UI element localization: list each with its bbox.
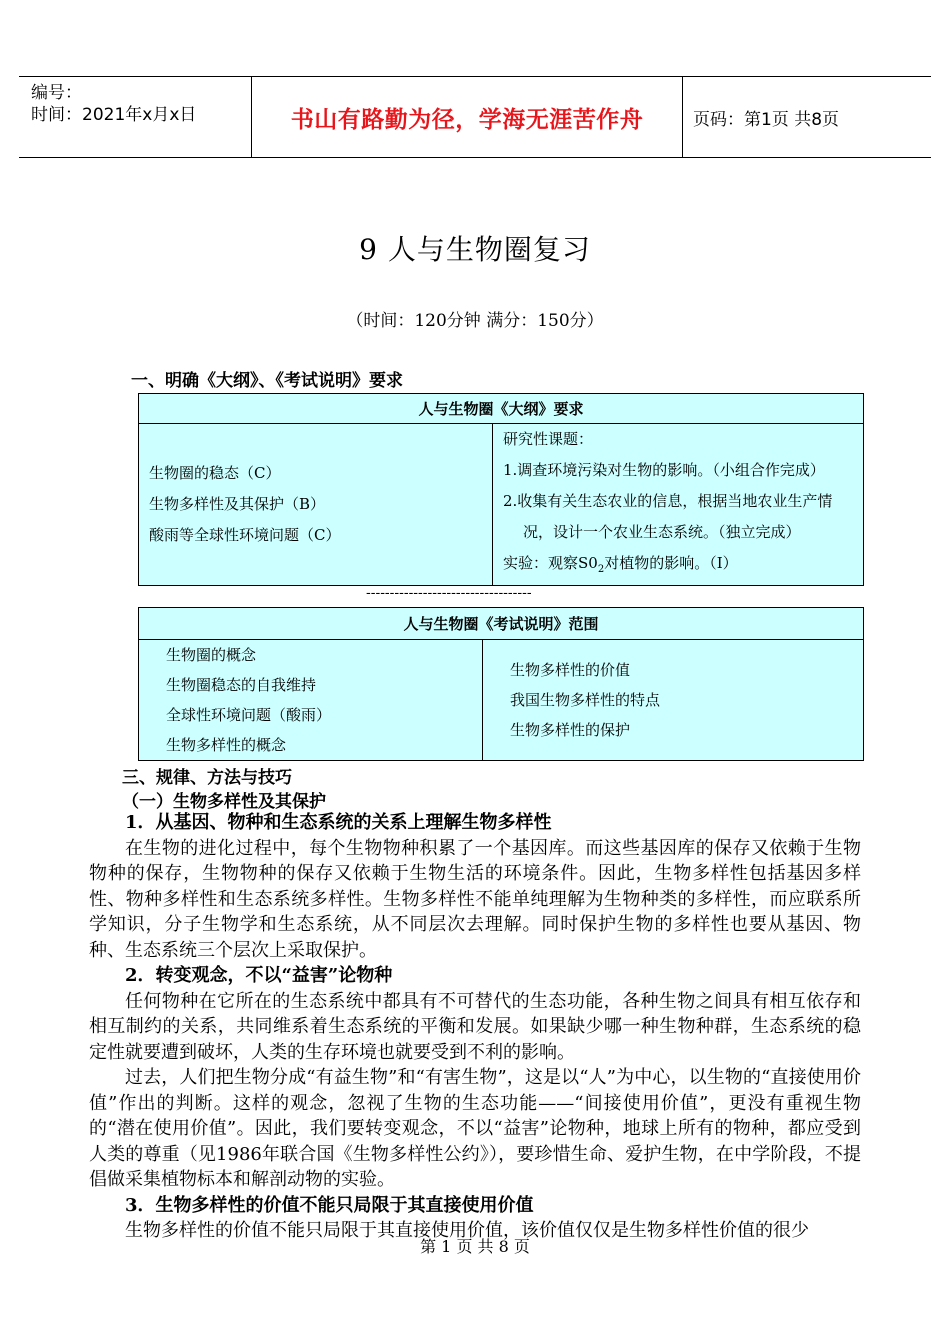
page-title: 9 人与生物圈复习 xyxy=(359,233,591,266)
divider-dashes: ----------------------------------- xyxy=(366,585,532,601)
page-footer: 第 1 页 共 8 页 xyxy=(420,1237,530,1256)
exam-scope-right-cell xyxy=(483,640,864,761)
exam-scope-left-cell xyxy=(139,640,483,761)
list-item: 生物圈的稳态（C） xyxy=(149,464,281,482)
list-item: 研究性课题： xyxy=(503,430,594,448)
list-item: 生物多样性及其保护（B） xyxy=(149,495,326,513)
paragraph: 过去，人们把生物分成“有益生物”和“有害生物”，这是以“人”为中心，以生物的“直接使用价值”作出的判断。这样的观念，忽视了生物的生态功能——“间接使用价值”，更没有重视生物的“潜在使用价值”。因此，我们要转变观念，不以“益害”论物种，地球上所有的物种，都应受到人类的尊重（见1986年联合国《生物多样性公约》），要珍惜生命、爱护生物，在中学阶段，不提倡做采集植物标本和解剖动物的实验。 xyxy=(89,1067,861,1190)
list-item: 生物圈的概念 xyxy=(166,646,257,664)
paragraph: 任何物种在它所在的生态系统中都具有不可替代的生态功能，各种生物之间具有相互依存和相互制约的关系，共同维系着生态系统的平衡和发展。如果缺少哪一种生物种群，生态系统的稳定性就要遭到破坏，人类的生存环境也就要受到不利的影响。 xyxy=(89,990,861,1063)
syllabus-table xyxy=(138,393,864,586)
list-item: 实验：观察$S0_2$对植物的影响。（I） xyxy=(503,554,738,575)
point-heading-3: 3．生物多样性的价值不能只局限于其直接使用价值 xyxy=(125,1194,534,1216)
section-heading-1: 一、明确《大纲》、《考试说明》要求 xyxy=(131,371,403,391)
list-item: 1.调查环境污染对生物的影响。（小组合作完成） xyxy=(503,461,825,479)
list-item: 生物多样性的保护 xyxy=(510,721,631,739)
page-header xyxy=(19,76,931,158)
point-heading-1: 1．从基因、物种和生态系统的关系上理解生物多样性 xyxy=(125,812,552,833)
header-motto-cell xyxy=(252,77,683,157)
list-item: 2.收集有关生态农业的信息，根据当地农业生产情 xyxy=(503,492,833,510)
header-info xyxy=(19,77,252,157)
list-item: 酸雨等全球性环境问题（C） xyxy=(149,526,341,544)
syllabus-right-cell xyxy=(493,424,864,586)
motto: 书山有路勤为径，学海无涯苦作舟 xyxy=(290,106,644,133)
paragraph: 生物多样性的价值不能只局限于其直接使用价值，该价值仅仅是生物多样性价值的很少 xyxy=(125,1220,809,1241)
list-item: 生物圈稳态的自我维持 xyxy=(166,676,317,694)
syllabus-left-cell xyxy=(139,424,493,586)
page-label: 页码：第1页 共8页 xyxy=(693,109,840,130)
subtitle: （时间：120分钟 满分：150分） xyxy=(346,311,604,331)
section-heading-3: 三、规律、方法与技巧 xyxy=(122,768,292,788)
number-label: 编号： xyxy=(31,83,82,103)
list-item: 况，设计一个农业生态系统。（独立完成） xyxy=(523,523,801,541)
list-item: 全球性环境问题（酸雨） xyxy=(166,706,332,724)
list-item: 生物多样性的价值 xyxy=(510,661,631,679)
list-item: 生物多样性的概念 xyxy=(166,736,287,754)
point-heading-2: 2．转变观念，不以“益害”论物种 xyxy=(125,965,393,986)
header-page xyxy=(683,77,931,157)
exam-scope-table xyxy=(138,607,864,761)
paragraph: 在生物的进化过程中，每个生物物种积累了一个基因库。而这些基因库的保存又依赖于生物物种的保存，生物物种的保存又依赖于生物生活的环境条件。因此，生物多样性包括基因多样性、物种多样性和生态系统多样性。生物多样性不能单纯理解为生物种类的多样性，而应联系所学知识，分子生物学和生态系统，从不同层次去理解。同时保护生物的多样性也要从基因、物种、生态系统三个层次上采取保护。 xyxy=(89,837,861,961)
time-label: 时间：2021年x月x日 xyxy=(31,105,197,125)
body-content xyxy=(89,810,861,1244)
syllabus-table-header: 人与生物圈《大纲》要求 xyxy=(139,394,864,424)
list-item: 我国生物多样性的特点 xyxy=(510,691,661,709)
subsection-heading-1: （一）生物多样性及其保护 xyxy=(122,792,326,812)
exam-scope-table-header: 人与生物圈《考试说明》范围 xyxy=(139,608,864,640)
